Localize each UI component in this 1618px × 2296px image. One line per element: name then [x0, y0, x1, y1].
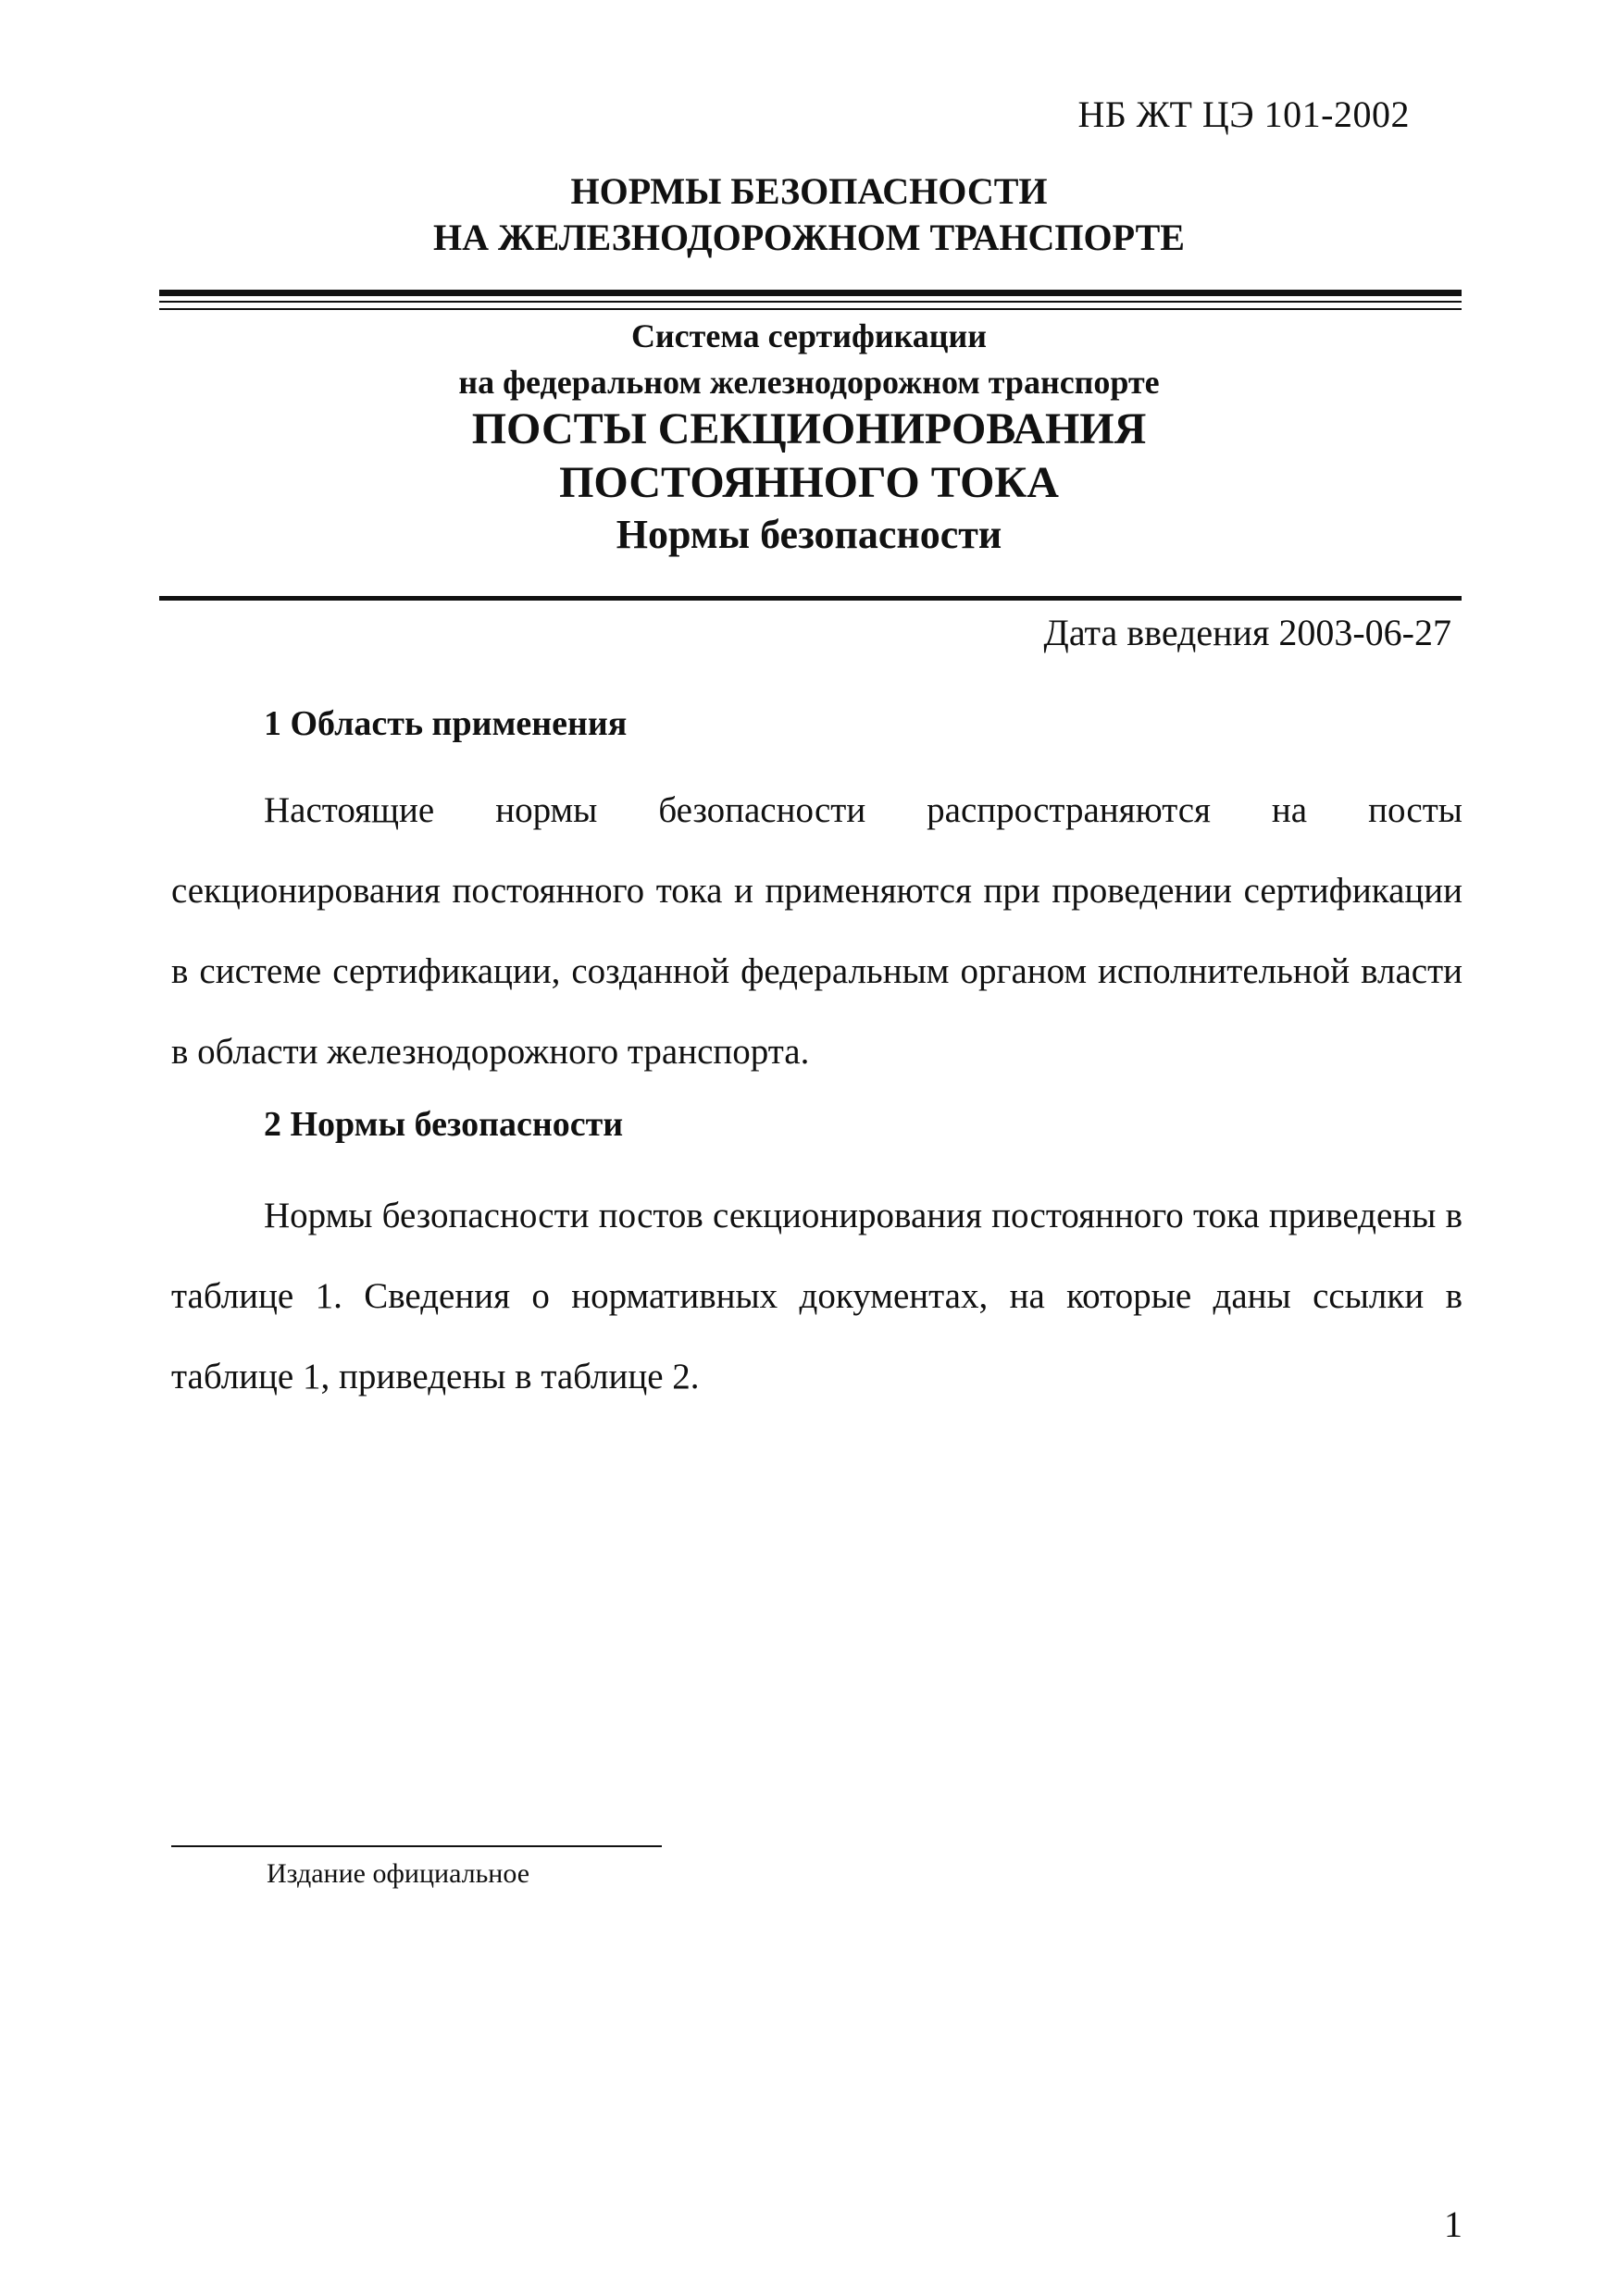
section-2-text: Нормы безопасности постов секционирования постоянного тока приведены в таблице 1. Сведения о нормативных документах, на которые даны ссылки в таблице 1, приведены в таблице 2. [171, 1196, 1462, 1396]
effective-date: Дата введения 2003-06-27 [1043, 612, 1451, 653]
document-code: НБ ЖТ ЦЭ 101-2002 [1077, 93, 1410, 135]
certification-system-line2: на федеральном железнодорожном транспорте [458, 364, 1160, 401]
document-subtitle: Нормы безопасности [616, 512, 1002, 557]
document-title-line1: ПОСТЫ СЕКЦИОНИРОВАНИЯ [471, 404, 1147, 453]
footnote-rule [171, 1845, 662, 1847]
section-1-text: Настоящие нормы безопасности распространяются на посты секционирования постоянного тока и применяются при проведении сертификации в системе сертификации, созданной федеральным органом исполнительной власти в области железнодорожного транспорта. [171, 790, 1462, 1072]
official-edition-note: Издание официальное [267, 1858, 530, 1889]
header-rule-thin [159, 301, 1462, 303]
series-title-line1: НОРМЫ БЕЗОПАСНОСТИ [570, 170, 1048, 212]
header-rule-thick [159, 290, 1462, 296]
document-title-line2: ПОСТОЯННОГО ТОКА [559, 458, 1059, 507]
series-title-line2: НА ЖЕЛЕЗНОДОРОЖНОМ ТРАНСПОРТЕ [433, 217, 1185, 258]
page-number: 1 [1444, 2203, 1462, 2245]
section-2-heading: 2 Нормы безопасности [264, 1105, 624, 1144]
certification-system-line1: Система сертификации [630, 317, 988, 354]
section-1-heading: 1 Область применения [264, 704, 628, 743]
header-rule-thin-2 [159, 308, 1462, 310]
title-rule [159, 596, 1462, 601]
